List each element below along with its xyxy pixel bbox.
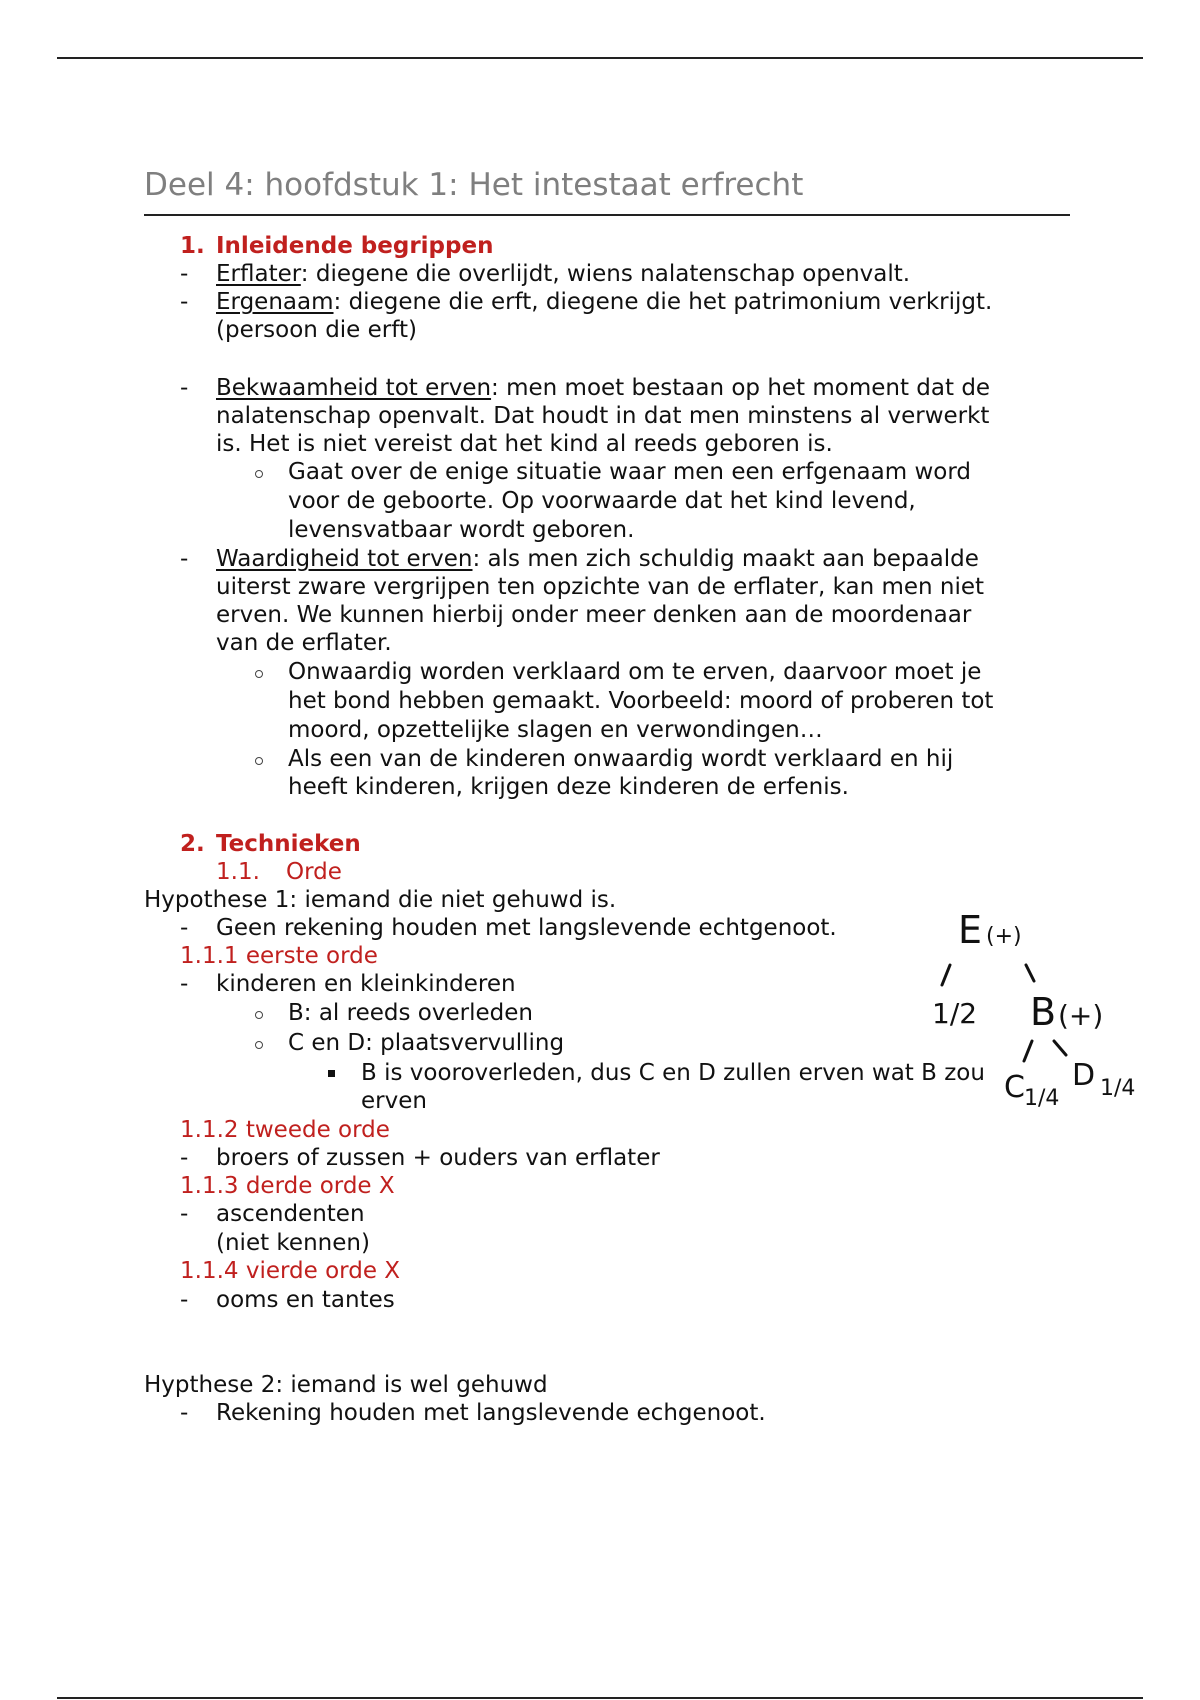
- hypothese-1: Hypothese 1: iemand die niet gehuwd is.: [144, 887, 617, 913]
- dash-marker: -: [180, 1287, 189, 1313]
- waardigheid-continuation: van de erflater.: [216, 630, 392, 656]
- waardigheid-definition: : als men zich schuldig maakt aan bepaalde: [472, 546, 979, 572]
- bekwaamheid-continuation: is. Het is niet vereist dat het kind al reeds geboren is.: [216, 431, 833, 457]
- waardigheid-sub-line: Onwaardig worden verklaard om te erven, daarvoor moet je: [288, 659, 982, 685]
- dash-marker: -: [180, 915, 189, 941]
- orde-1-item: kinderen en kleinkinderen: [216, 971, 516, 997]
- section-1-number: 1.: [180, 233, 205, 259]
- orde-2-item: broers of zussen + ouders van erflater: [216, 1145, 660, 1171]
- title-underline: [144, 214, 1070, 216]
- subsection-heading: Orde: [286, 859, 342, 885]
- ergenaam-continuation: (persoon die erft): [216, 317, 417, 343]
- bekwaamheid-sub-line: voor de geboorte. Op voorwaarde dat het kind levend,: [288, 488, 916, 514]
- hypothese-1-item: Geen rekening houden met langslevende echtgenoot.: [216, 915, 837, 941]
- dash-marker: -: [180, 546, 189, 572]
- erflater-term: Erflater: [216, 261, 301, 287]
- circle-bullet: [255, 670, 263, 678]
- orde-3-continuation: (niet kennen): [216, 1230, 370, 1256]
- sketch-branch-c: [1024, 1041, 1032, 1061]
- orde-1-sub-item: B: al reeds overleden: [288, 1000, 533, 1026]
- dash-marker: -: [180, 971, 189, 997]
- dash-marker: -: [180, 289, 189, 315]
- section-2-heading: Technieken: [216, 831, 361, 857]
- ergenaam-item: [216, 288, 992, 316]
- sketch-d-label: D: [1072, 1058, 1096, 1093]
- circle-bullet: [255, 1041, 263, 1049]
- waardigheid-sub-line: het bond hebben gemaakt. Voorbeeld: moord of proberen tot: [288, 688, 994, 714]
- orde-4-heading: 1.1.4 vierde orde X: [180, 1258, 401, 1284]
- dash-marker: -: [180, 1201, 189, 1227]
- orde-4-item: ooms en tantes: [216, 1287, 395, 1313]
- document-title: Deel 4: hoofdstuk 1: Het intestaat erfrecht: [144, 167, 804, 203]
- ergenaam-term: Ergenaam: [216, 289, 334, 315]
- sketch-branch-left: [942, 965, 950, 985]
- bekwaamheid-sub-line: Gaat over de enige situatie waar men een erfgenaam word: [288, 459, 971, 485]
- section-2-number: 2.: [180, 831, 205, 857]
- waardigheid-sub-line: heeft kinderen, krijgen deze kinderen de erfenis.: [288, 774, 849, 800]
- subsection-number: 1.1.: [216, 859, 260, 885]
- sketch-e-label: E: [958, 908, 983, 952]
- top-page-rule: [57, 57, 1143, 59]
- sketch-b-mark: (+): [1058, 999, 1104, 1032]
- sketch-c-label: C: [1004, 1070, 1025, 1105]
- bekwaamheid-term: Bekwaamheid tot erven: [216, 375, 492, 401]
- circle-bullet: [255, 470, 263, 478]
- erflater-item: [216, 260, 910, 288]
- circle-bullet: [255, 757, 263, 765]
- bottom-page-rule: [57, 1697, 1143, 1699]
- hypothese-2: Hypthese 2: iemand is wel gehuwd: [144, 1372, 548, 1398]
- orde-2-heading: 1.1.2 tweede orde: [180, 1117, 390, 1143]
- orde-3-heading: 1.1.3 derde orde X: [180, 1173, 395, 1199]
- sketch-branch-d: [1054, 1041, 1066, 1055]
- waardigheid-term: Waardigheid tot erven: [216, 546, 473, 572]
- orde-1-heading: 1.1.1 eerste orde: [180, 943, 378, 969]
- hypothese-2-item: Rekening houden met langslevende echgenoot.: [216, 1400, 766, 1426]
- bekwaamheid-sub-line: levensvatbaar wordt geboren.: [288, 517, 635, 543]
- orde-3-item: ascendenten: [216, 1201, 365, 1227]
- waardigheid-sub-line: Als een van de kinderen onwaardig wordt verklaard en hij: [288, 746, 954, 772]
- circle-bullet: [255, 1011, 263, 1019]
- handwritten-family-tree: [920, 905, 1140, 1125]
- dash-marker: -: [180, 1400, 189, 1426]
- bekwaamheid-item: [216, 374, 990, 402]
- waardigheid-continuation: uiterst zware vergrijpen ten opzichte van de erflater, kan men niet: [216, 574, 985, 600]
- dash-marker: -: [180, 375, 189, 401]
- dash-marker: -: [180, 261, 189, 287]
- sketch-half-share: 1/2: [932, 997, 978, 1030]
- sketch-d-share: 1/4: [1100, 1076, 1136, 1101]
- erflater-definition: : diegene die overlijdt, wiens nalatenschap openvalt.: [300, 261, 911, 287]
- waardigheid-sub-line: moord, opzettelijke slagen en verwondingen…: [288, 717, 823, 743]
- bekwaamheid-definition: : men moet bestaan op het moment dat de: [491, 375, 991, 401]
- waardigheid-continuation: erven. We kunnen hierbij onder meer denken aan de moordenaar: [216, 602, 972, 628]
- dash-marker: -: [180, 1145, 189, 1171]
- section-1-heading: Inleidende begrippen: [216, 233, 494, 259]
- ergenaam-definition: : diegene die erft, diegene die het patrimonium verkrijgt.: [333, 289, 993, 315]
- square-bullet: [328, 1070, 335, 1077]
- orde-1-square-item: B is vooroverleden, dus C en D zullen erven wat B zou: [361, 1060, 985, 1086]
- sketch-branch-right: [1026, 965, 1034, 981]
- orde-1-sub-item: C en D: plaatsvervulling: [288, 1030, 565, 1056]
- sketch-c-share: 1/4: [1024, 1086, 1060, 1111]
- sketch-b-label: B: [1030, 990, 1057, 1034]
- waardigheid-item: [216, 545, 979, 573]
- bekwaamheid-continuation: nalatenschap openvalt. Dat houdt in dat men minstens al verwerkt: [216, 403, 990, 429]
- orde-1-square-item-continuation: erven: [361, 1088, 427, 1114]
- sketch-e-mark: (+): [986, 924, 1022, 949]
